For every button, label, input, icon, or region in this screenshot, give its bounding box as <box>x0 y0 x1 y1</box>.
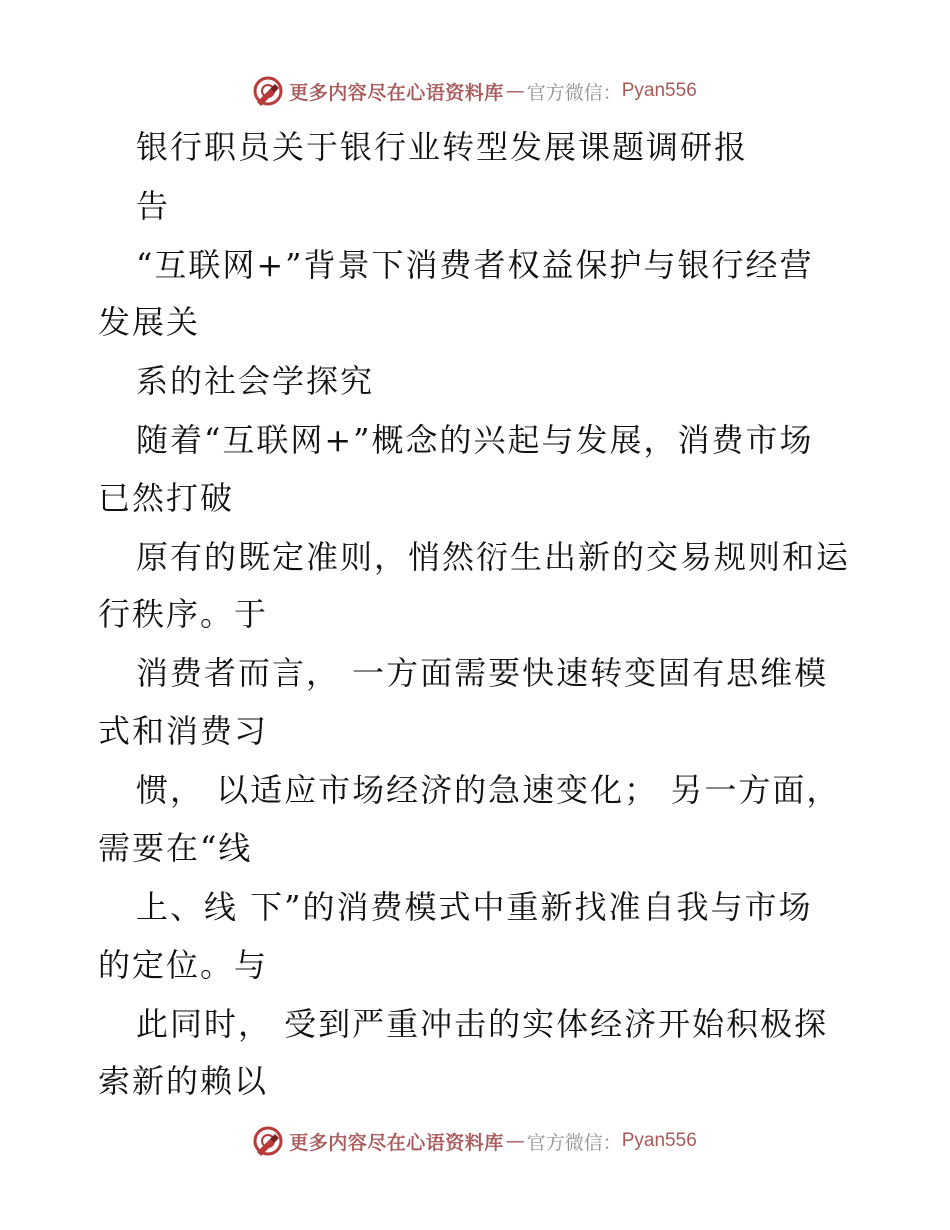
footer-watermark-banner <box>0 1121 950 1161</box>
text-line: “互联网+”背景下消费者权益保护与银行经营 <box>136 246 814 284</box>
banner-wechat-label: 官方微信： <box>526 1131 622 1154</box>
text-line: 需要在“线 <box>98 829 253 867</box>
pen-logo-icon <box>253 1126 283 1156</box>
text-line: 的定位。与 <box>98 946 269 984</box>
text-line: 系的社会学探究 <box>136 362 375 400</box>
text-line: 随着“互联网+”概念的兴起与发展，消费市场 <box>136 421 814 459</box>
pen-logo-icon <box>253 76 283 106</box>
text-line: 告 <box>136 187 171 225</box>
text-line: 已然打破 <box>98 479 235 517</box>
text-line: 发展关 <box>98 303 201 341</box>
text-line: 消费者而言， 一方面需要快速转变固有思维模 <box>136 654 829 692</box>
banner-dash: — <box>505 1130 525 1152</box>
banner-dash: — <box>505 80 525 102</box>
text-line: 行秩序。于 <box>98 595 269 633</box>
text-line: 式和消费习 <box>98 712 269 750</box>
text-line: 惯， 以适应市场经济的急速变化； 另一方面， <box>136 771 841 809</box>
text-line: 上、线 下”的消费模式中重新找准自我与市场 <box>136 888 813 926</box>
banner-wechat-label: 官方微信： <box>526 81 622 104</box>
text-line: 原有的既定准则，悄然衍生出新的交易规则和运 <box>136 538 851 576</box>
banner-wechat-id: Pyan556 <box>621 1130 697 1151</box>
text-line: 银行职员关于银行业转型发展课题调研报 <box>136 128 749 166</box>
text-line: 索新的赖以 <box>98 1062 269 1100</box>
header-watermark-banner <box>0 71 950 111</box>
banner-main-text: 更多内容尽在心语资料库 <box>289 81 504 104</box>
banner-wechat-id: Pyan556 <box>621 80 697 101</box>
text-line: 此同时， 受到严重冲击的实体经济开始积极探 <box>136 1005 829 1043</box>
banner-main-text: 更多内容尽在心语资料库 <box>289 1131 504 1154</box>
